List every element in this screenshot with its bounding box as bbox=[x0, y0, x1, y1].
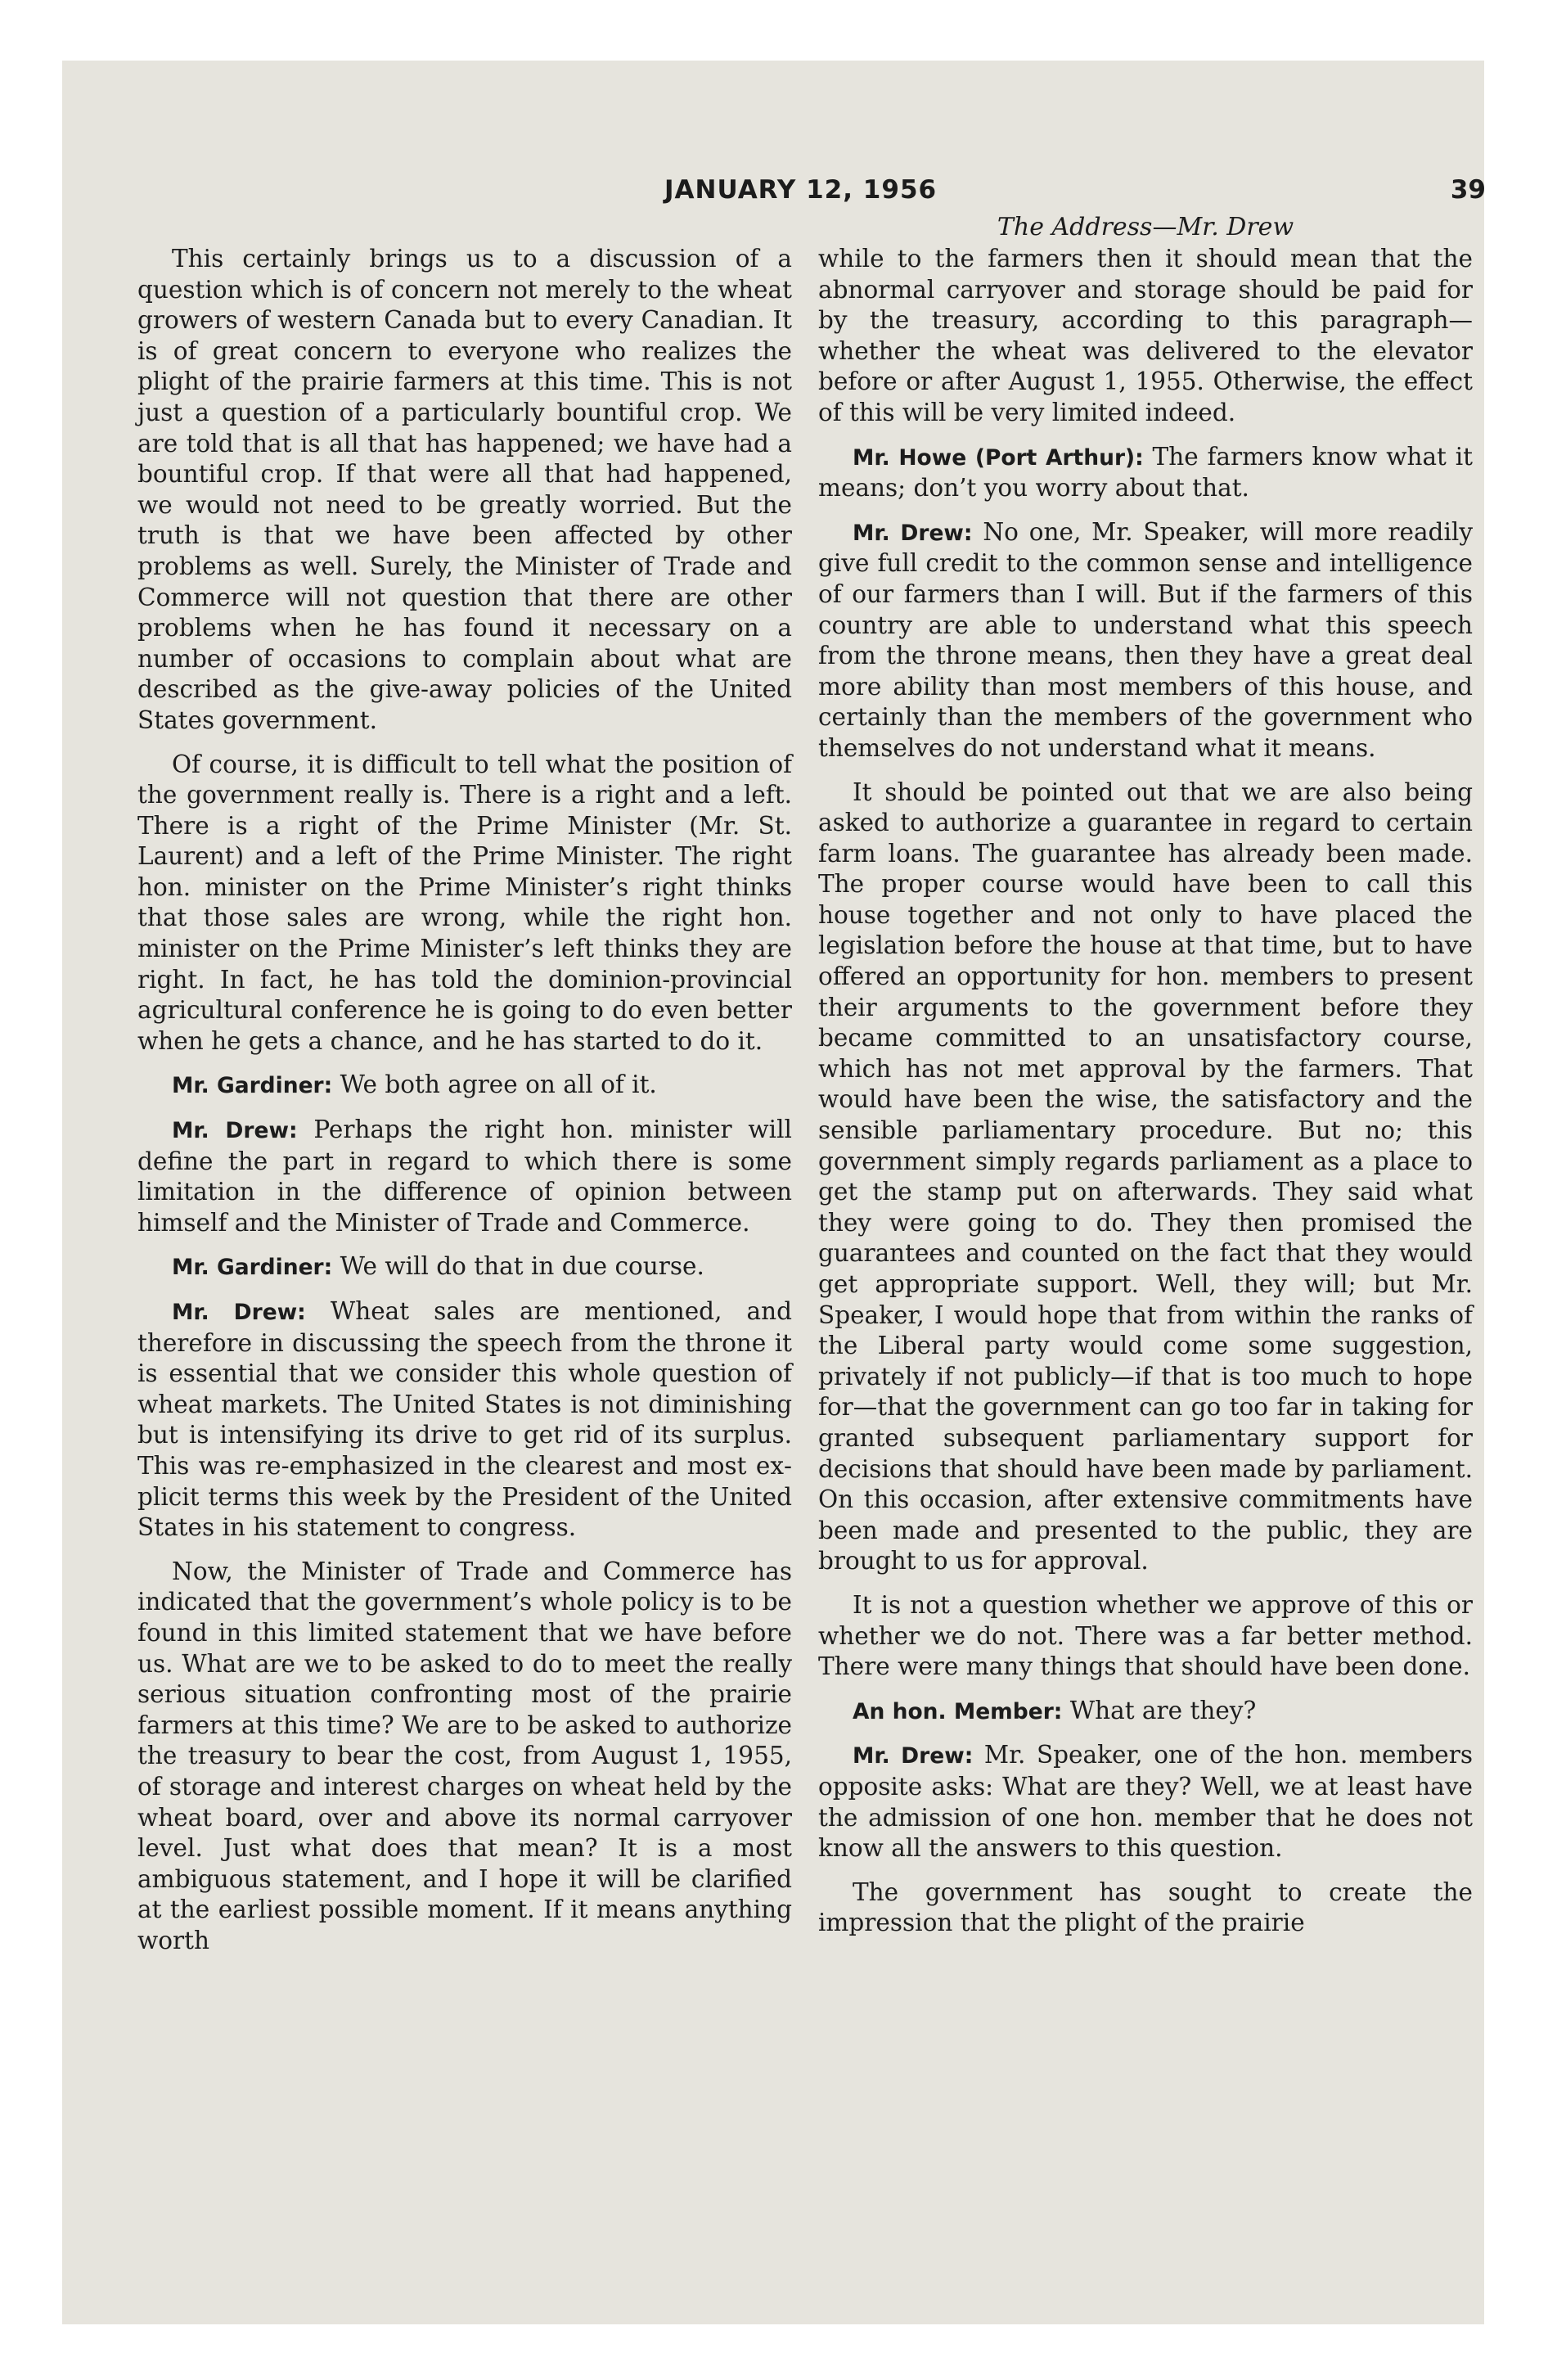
speaker-name: Mr. Drew: bbox=[853, 1743, 974, 1769]
speech-paragraph bbox=[818, 442, 1473, 504]
body-paragraph bbox=[818, 1877, 1473, 1939]
paragraph-text: The farmers know what it means; don’t you worry about that. bbox=[818, 442, 1473, 503]
body-paragraph bbox=[137, 1557, 792, 1957]
speaker-name: Mr. Howe (Port Arthur): bbox=[853, 444, 1144, 471]
speech-paragraph bbox=[137, 1115, 792, 1238]
speech-paragraph bbox=[137, 1070, 792, 1102]
paragraph-text: It is not a question whether we approve of this or whether we do not. There was a far better method. There were many things that should have been done. bbox=[818, 1590, 1473, 1681]
paragraph-text: Mr. Speaker, one of the hon. members opposite asks: What are they? Well, we at least have the admission of one hon. member that he does not know all the answers to this question. bbox=[818, 1741, 1473, 1863]
body-paragraph bbox=[818, 244, 1473, 429]
speech-paragraph bbox=[818, 517, 1473, 764]
page-number: 39 bbox=[1450, 175, 1486, 205]
paragraph-text: Now, the Minister of Trade and Commerce has indicated that the government’s whole policy is to be found in this limited statement that we have before us. What are we to be asked to do to meet the really serious situation confronting most of the prairie farmers at this time? We are to be asked to authorize the treasury to bear the cost, from August 1, 1955, of storage and interest charges on wheat held by the wheat board, over and above its normal carryover level. Just what does that mean? It is a most ambiguous statement, and I hope it will be clarified at the earliest possible moment. If it means anything worth bbox=[137, 1557, 792, 1954]
section-subhead: The Address—Mr. Drew bbox=[997, 213, 1294, 241]
body-paragraph bbox=[818, 1590, 1473, 1683]
speaker-name: Mr. Gardiner: bbox=[172, 1073, 333, 1099]
right-column bbox=[818, 211, 1473, 1952]
speech-paragraph bbox=[137, 1251, 792, 1283]
paragraph-text: The government has sought to create the impression that the plight of the prairie bbox=[818, 1877, 1473, 1937]
paragraph-text: while to the farmers then it should mean that the abnormal carryover and storage should be paid for by the treasury, according to this paragraph—whether the wheat was delivered to the elevator before or after August 1, 1955. Otherwise, the effect of this will be very limited indeed. bbox=[818, 245, 1473, 426]
speech-paragraph bbox=[818, 1740, 1473, 1864]
paragraph-text: We both agree on all of it. bbox=[340, 1071, 657, 1099]
speaker-name: Mr. Gardiner: bbox=[172, 1255, 333, 1281]
paragraph-text: Perhaps the right hon. minister will define the part in regard to which there is some limitation in the difference of opinion between himself and the Minister of Trade and Commerce. bbox=[137, 1116, 792, 1237]
paragraph-text: No one, Mr. Speaker, will more readily give full credit to the common sense and intelligence of our farmers than I will. But if the farmers of this country are able to understand what this speech from the throne means, then they have a great deal more ability than most members of this house, and certainly than the members of the government who themselves do not understand what it means. bbox=[818, 517, 1473, 762]
paragraph-text: Wheat sales are mentioned, and therefore in discussing the speech from the throne it is essential that we consider this whole question of wheat markets. The United States is not diminishing but is intensifying its drive to get rid of its surplus. This was re-emphasized in the clearest and most explicit terms this week by the President of the United States in his statement to congress. bbox=[137, 1297, 792, 1542]
speaker-name: Mr. Drew: bbox=[172, 1118, 298, 1144]
paragraph-text: Of course, it is difficult to tell what the position of the government really is. There is a right and a left. There is a right of the Prime Minister (Mr. St. Laurent) and a left of the Prime Minister. The right hon. minister on the Prime Minister’s right thinks that those sales are wrong, while the right hon. minister on the Prime Minister’s left thinks they are right. In fact, he has told the dominion-provincial agricultural conference he is going to do even better when he gets a chance, and he has started to do it. bbox=[137, 750, 792, 1055]
paragraph-text: This certainly brings us to a discussion of a question which is of concern not merely to the wheat growers of western Canada but to every Canadian. It is of great concern to everyone who realizes the plight of the prairie farmers at this time. This is not just a question of a particularly bountiful crop. We are told that is all that has happened; we have had a bountiful crop. If that were all that had happened, we would not need to be greatly worried. But the truth is that we have been affected by other problems as well. Surely, the Minister of Trade and Commerce will not question that there are other problems when he has found it necessary on a number of occasions to complain about what are described as the give-away policies of the United States government. bbox=[137, 245, 792, 734]
paragraph-text: It should be pointed out that we are also being asked to authorize a guarantee in regard to certain farm loans. The guarantee has already been made. The proper course would have been to call this house together and not only to have placed the legislation before the house at that time, but to have offered an opportunity for hon. members to present their arguments to the government before they became committed to an unsatisfactory course, which has not met approval by the farmers. That would have been the wise, the satisfactory and the sensible parliamentary procedure. But no; this government simply regards parliament as a place to get the stamp put on afterwards. They said what they were going to do. They then promised the guarantees and counted on the fact that they would get appropriate support. Well, they will; but Mr. Speaker, I would hope that from within the ranks of the Liberal party would come some suggestion, privately if not publicly—if that is too much to hope for—that the government can go too far in taking for granted subsequent parliamentary support for decisions that should have been made by parliament. On this occasion, after extensive commitments have been made and presented to the public, they are brought to us for approval. bbox=[818, 778, 1473, 1575]
speaker-name: An hon. Member: bbox=[853, 1698, 1063, 1724]
left-column bbox=[137, 244, 792, 1969]
body-paragraph bbox=[137, 244, 792, 737]
speaker-name: Mr. Drew: bbox=[853, 520, 973, 546]
speaker-name: Mr. Drew: bbox=[172, 1300, 306, 1325]
speech-paragraph bbox=[137, 1296, 792, 1544]
paragraph-text: What are they? bbox=[1069, 1696, 1257, 1724]
paragraph-text: We will do that in due course. bbox=[340, 1252, 704, 1281]
running-head bbox=[0, 175, 1548, 208]
speech-paragraph bbox=[818, 1696, 1473, 1728]
body-paragraph bbox=[818, 778, 1473, 1577]
body-paragraph bbox=[137, 750, 792, 1057]
page-date: JANUARY 12, 1956 bbox=[664, 175, 938, 205]
